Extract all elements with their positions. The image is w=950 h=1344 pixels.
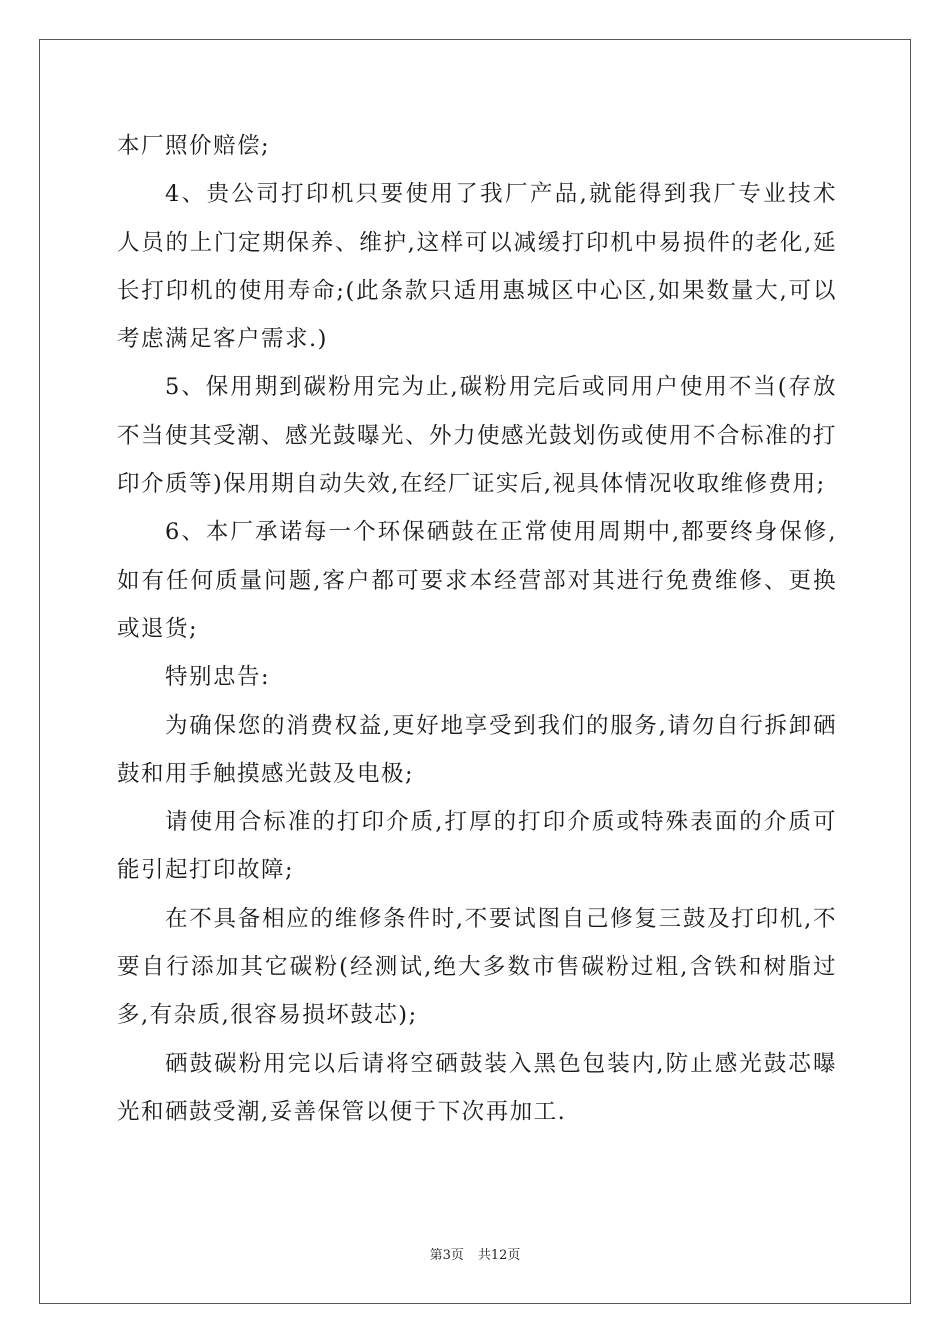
notice-paragraph-4: 硒鼓碳粉用完以后请将空硒鼓装入黑色包装内,防止感光鼓芯曝光和硒鼓受潮,妥善保管以便于下次再加工. — [117, 1050, 837, 1125]
notice-paragraph-1: 为确保您的消费权益,更好地享受到我们的服务,请勿自行拆卸硒鼓和用手触摸感光鼓及电极; — [117, 712, 837, 787]
special-notice-heading: 特别忠告: — [165, 664, 271, 691]
notice-paragraph-2: 请使用合标准的打印介质,打厚的打印介质或特殊表面的介质可能引起打印故障; — [117, 809, 837, 884]
paragraph-item-6: 6、本厂承诺每一个环保硒鼓在正常使用周期中,都要终身保修,如有任何质量问题,客户都可要求本经营部对其进行免费维修、更换或退货; — [117, 519, 837, 642]
page-number: 第3页 — [429, 1248, 464, 1263]
page-footer — [0, 1247, 950, 1265]
paragraph-item-5: 5、保用期到碳粉用完为止,碳粉用完后或同用户使用不当(存放不当使其受潮、感光鼓曝光、外力使感光鼓划伤或使用不合标准的打印介质等)保用期自动失效,在经厂证实后,视具体情况收取维修费用; — [117, 374, 838, 498]
paragraph-continuation: 本厂照价赔偿; — [117, 133, 271, 159]
paragraph-item-4: 4、贵公司打印机只要使用了我厂产品,就能得到我厂专业技术人员的上门定期保养、维护,这样可以减缓打印机中易损件的老化,延长打印机的使用寿命;(此条款只适用惠城区中心区,如果数量大,可以考虑满足客户需求.) — [117, 181, 837, 353]
page-total: 共12页 — [477, 1248, 521, 1263]
notice-paragraph-3: 在不具备相应的维修条件时,不要试图自己修复三鼓及打印机,不要自行添加其它碳粉(经测试,绝大多数市售碳粉过粗,含铁和树脂过多,有杂质,很容易损坏鼓芯); — [117, 905, 837, 1029]
document-body — [117, 122, 837, 1136]
